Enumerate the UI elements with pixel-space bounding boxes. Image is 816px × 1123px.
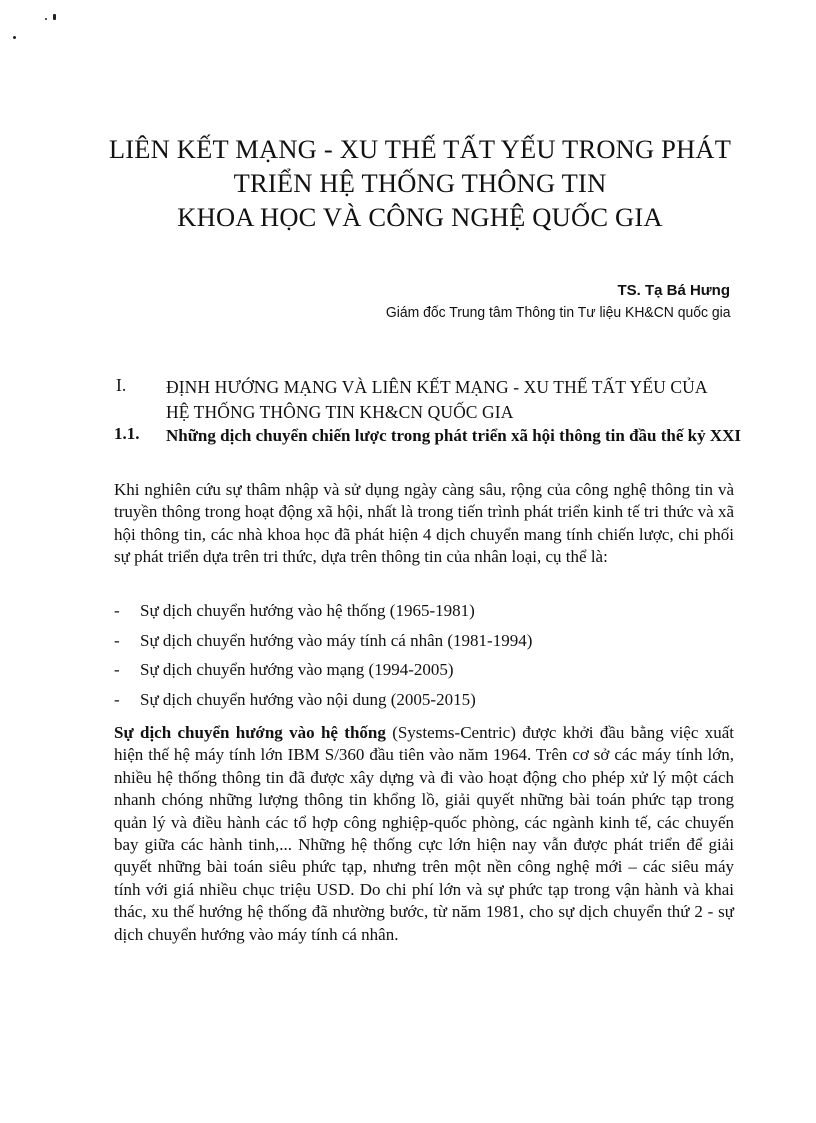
bullet-dash: - xyxy=(114,689,120,709)
bullet-dash: - xyxy=(114,660,120,679)
body-paragraph xyxy=(114,722,734,946)
bullet-list xyxy=(114,600,734,718)
list-item xyxy=(114,689,734,719)
title-line: KHOA HỌC VÀ CÔNG NGHỆ QUỐC GIA xyxy=(177,202,663,232)
subsection-number: 1.1. xyxy=(114,424,140,443)
list-item xyxy=(114,600,734,630)
list-item xyxy=(114,630,734,660)
author-affiliation: Giám đốc Trung tâm Thông tin Tư liệu KH&CN quốc gia xyxy=(385,304,730,321)
subsection-heading: Những dịch chuyển chiến lược trong phát triển xã hội thông tin đầu thế kỷ XXI xyxy=(166,426,742,445)
scan-speck xyxy=(45,18,47,20)
bullet-dash: - xyxy=(114,630,120,650)
bullet-text: Sự dịch chuyển hướng vào máy tính cá nhân (1981-1994) xyxy=(140,630,533,650)
bullet-text: Sự dịch chuyển hướng vào hệ thống (1965-1981) xyxy=(140,601,475,620)
section-number: I. xyxy=(116,375,127,395)
paragraph-text: (Systems-Centric) được khởi đầu bằng việc xuất hiện thế hệ máy tính lớn IBM S/360 đầu tiên vào năm 1964. Trên cơ sở các máy tính lớn, nhiều hệ thống thông tin đã được xây dựng và đi vào hoạt động cho phép xử lý một cách nhanh chóng những lượng thông tin khổng lồ, giải quyết những bài toán phức tạp trong quản lý và điều hành các tổ hợp công nghiệp-quốc phòng, các ngành kinh tế, các chuyến bay giữa các hành tinh,... Những hệ thống cực lớn hiện nay vẫn được phát triển để giải quyết những bài toán siêu phức tạp, nhưng trên một nền công nghệ mới – các siêu máy tính với giá nhiều chục triệu USD. Do chi phí lớn và sự phức tạp trong vận hành và khai thác, xu thế hướng hệ thống đã nhường bước, từ năm 1981, cho sự dịch chuyển thứ 2 - sự dịch chuyển hướng vào máy tính cá nhân. xyxy=(114,723,734,944)
title-line: LIÊN KẾT MẠNG - XU THẾ TẤT YẾU TRONG PHÁT xyxy=(108,134,732,164)
author-name: TS. Tạ Bá Hưng xyxy=(617,282,730,299)
scan-speck xyxy=(53,14,56,20)
scan-speck xyxy=(13,36,16,39)
bullet-text: Sự dịch chuyển hướng vào mạng (1994-2005) xyxy=(140,660,454,679)
bullet-dash: - xyxy=(114,601,120,620)
list-item xyxy=(114,659,734,689)
intro-paragraph: Khi nghiên cứu sự thâm nhập và sử dụng ngày càng sâu, rộng của công nghệ thông tin và truyền thông trong hoạt động xã hội, nhất là trong tiến trình phát triển kinh tế tri thức và xã hội thông tin, các nhà khoa học đã phát hiện 4 dịch chuyển mang tính chiến lược, chi phối sự phát triển dựa trên tri thức, dựa trên thông tin của nhân loại, cụ thể là: xyxy=(114,480,734,567)
title-line: TRIỂN HỆ THỐNG THÔNG TIN xyxy=(233,168,607,198)
bullet-text: Sự dịch chuyển hướng vào nội dung (2005-2015) xyxy=(140,689,476,709)
section-heading: ĐỊNH HƯỚNG MẠNG VÀ LIÊN KẾT MẠNG - XU THẾ TẤT YẾU CỦA HỆ THỐNG THÔNG TIN KH&CN QUỐC GIA xyxy=(166,377,707,422)
document-title xyxy=(60,132,780,234)
paragraph-lead: Sự dịch chuyển hướng vào hệ thống xyxy=(114,723,386,742)
